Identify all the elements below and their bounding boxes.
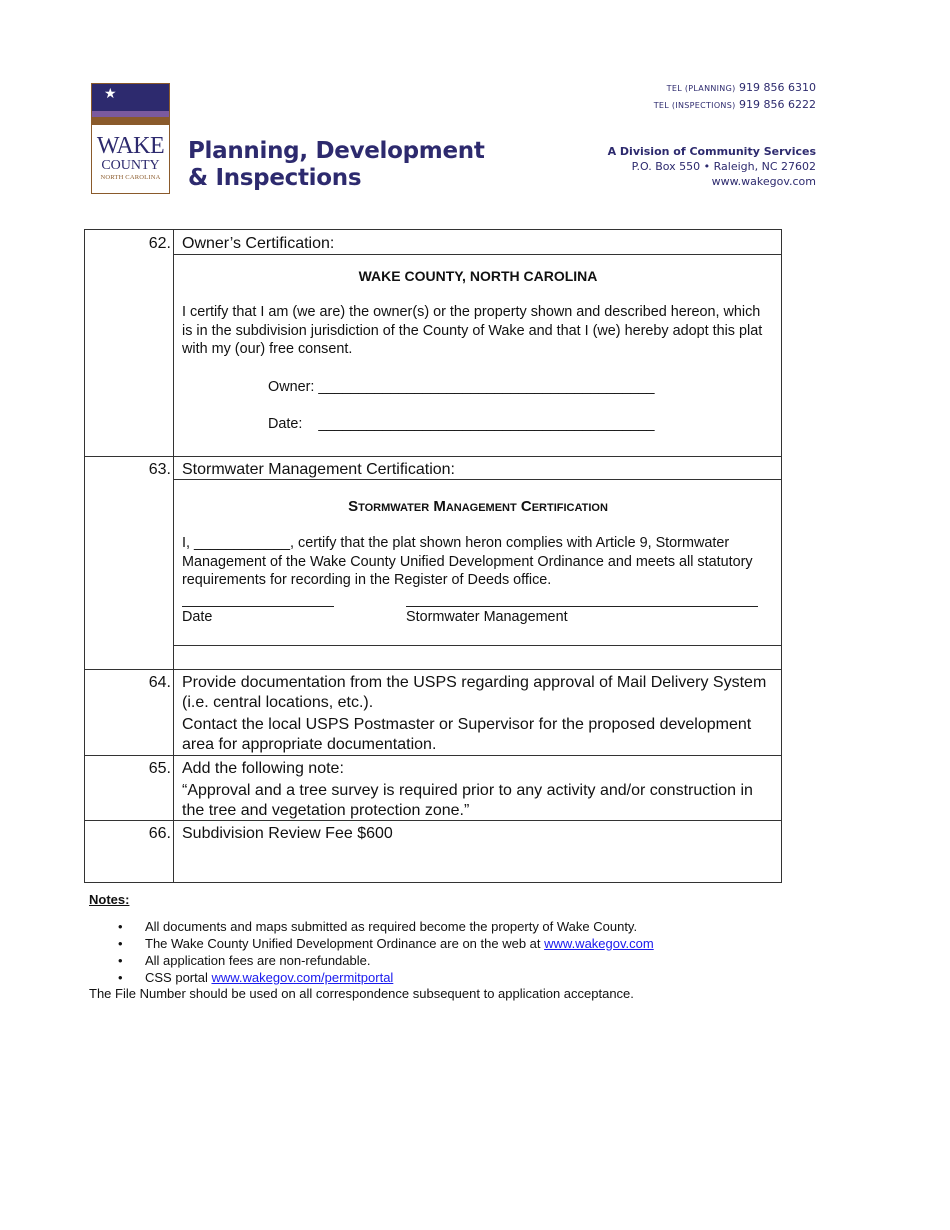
note-item: • The Wake County Unified Development Ordinance are on the web at www.wakegov.com: [89, 935, 654, 952]
stormwater-signature-line: [406, 606, 758, 607]
notes-list: [89, 918, 654, 986]
tel-planning-label: TEL (PLANNING): [666, 84, 736, 93]
department-title: Planning, Development & Inspections: [188, 138, 485, 191]
stormwater-cert-body: I, ____________, certify that the plat shown heron complies with Article 9, Stormwater Management of the Wake County Unified Development Ordinance and meets all statutory requirements for recording in the Register of Deeds office.: [182, 535, 753, 588]
wakegov-link[interactable]: www.wakegov.com: [544, 936, 654, 951]
stormwater-date-label: Date: [182, 609, 213, 625]
tel-planning: 919 856 6310: [739, 81, 816, 94]
stormwater-cert-title: Stormwater Management Certification: [348, 498, 608, 515]
item-number-65: 65.: [148, 760, 171, 777]
postal-address: P.O. Box 550 • Raleigh, NC 27602: [631, 160, 816, 173]
star-icon: ★: [104, 86, 117, 102]
division-name: A Division of Community Services: [607, 145, 816, 158]
add-note-label: Add the following note:: [182, 760, 344, 777]
note-item: • All documents and maps submitted as required become the property of Wake County.: [89, 918, 654, 935]
owner-cert-body: I certify that I am (we are) the owner(s) or the property shown and described hereon, which is in the subdivision jurisdiction of the County of Wake and that I (we) hereby adopt this plat with my (our) free consent.: [182, 304, 763, 357]
stormwater-certification-label: Stormwater Management Certification:: [182, 461, 455, 478]
logo-banner: [92, 84, 169, 111]
logo-county-text: COUNTY: [101, 158, 160, 173]
stormwater-date-line: [182, 606, 334, 607]
item-number-63: 63.: [148, 461, 171, 478]
note-item: • All application fees are non-refundable.: [89, 952, 654, 969]
wake-county-logo: [91, 83, 170, 194]
file-number-note: The File Number should be used on all correspondence subsequent to application acceptance.: [89, 986, 634, 1001]
item-number-62: 62.: [148, 235, 171, 252]
owner-date-field: Date: __________________________________________: [268, 416, 655, 432]
owner-cert-title: WAKE COUNTY, NORTH CAROLINA: [358, 268, 598, 284]
header-website: www.wakegov.com: [711, 175, 816, 188]
logo-wake-text: WAKE: [96, 133, 165, 159]
permit-portal-link[interactable]: www.wakegov.com/permitportal: [211, 970, 394, 985]
item-number-64: 64.: [148, 674, 171, 691]
usps-contact-text: Contact the local USPS Postmaster or Supervisor for the proposed development area for appropriate documentation.: [182, 716, 752, 753]
tree-survey-note: “Approval and a tree survey is required prior to any activity and/or construction in the tree and vegetation protection zone.”: [182, 782, 753, 819]
note-item: • CSS portal www.wakegov.com/permitportal: [89, 969, 654, 986]
owner-certification-label: Owner’s Certification:: [182, 235, 335, 252]
logo-state-text: NORTH CAROLINA: [100, 174, 161, 181]
stormwater-sign-label: Stormwater Management: [406, 609, 568, 625]
notes-title: Notes:: [89, 892, 130, 907]
tel-inspections-label: TEL (INSPECTIONS): [653, 101, 736, 110]
owner-signature-field: Owner: __________________________________________: [268, 379, 655, 395]
review-fee-text: Subdivision Review Fee $600: [182, 825, 393, 842]
item-number-66: 66.: [148, 825, 171, 842]
tel-inspections: 919 856 6222: [739, 98, 816, 111]
checklist-table: [84, 229, 782, 883]
address-block: [608, 144, 816, 189]
phone-contacts: [654, 80, 816, 114]
usps-documentation-text: Provide documentation from the USPS regarding approval of Mail Delivery System (i.e. central locations, etc.).: [182, 674, 767, 711]
